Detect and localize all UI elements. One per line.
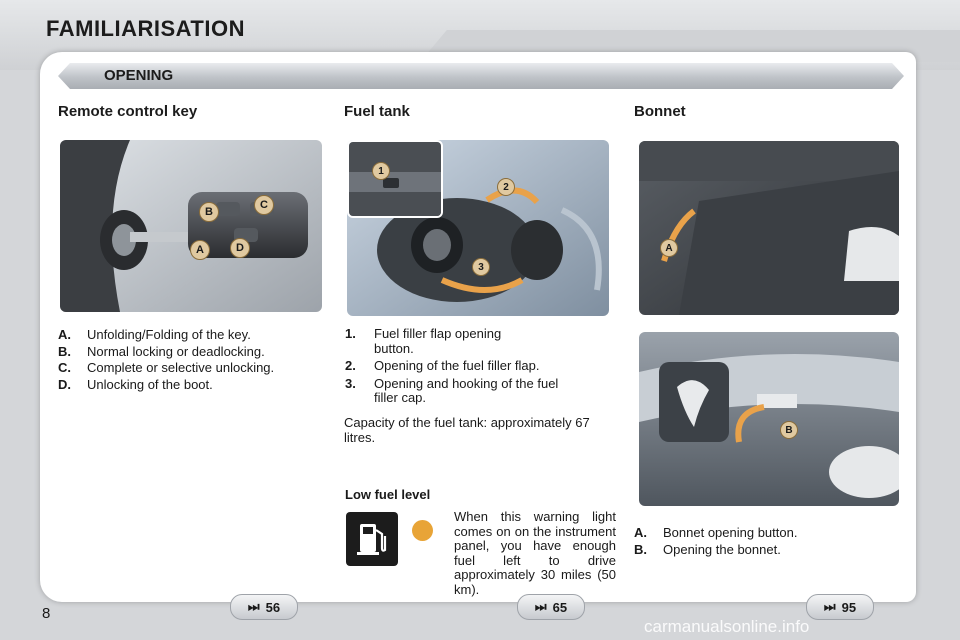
item-key: B. xyxy=(634,541,647,557)
item-text: Complete or selective unlocking. xyxy=(87,360,275,375)
item-key: 3. xyxy=(345,375,356,391)
bonnet-heading: Bonnet xyxy=(634,103,686,120)
list-item xyxy=(634,542,894,559)
page-ref-number: 56 xyxy=(265,599,281,615)
item-key: C. xyxy=(58,360,71,375)
item-key: B. xyxy=(58,343,71,359)
item-key: A. xyxy=(634,525,647,540)
list-item xyxy=(58,360,328,377)
bonnet-lever-photo xyxy=(639,141,899,315)
fuel-capacity-text: Capacity of the fuel tank: approximately 67 litres. xyxy=(344,415,590,445)
remote-badge-d: D xyxy=(230,238,250,258)
list-item xyxy=(58,327,328,344)
watermark: carmanualsonline.info xyxy=(644,617,810,636)
item-text: Opening and hooking of the fuel filler cap. xyxy=(374,375,559,405)
list-item xyxy=(634,525,894,542)
bonnet-badge-b: B xyxy=(780,421,798,439)
bonnet-badge-a: A xyxy=(660,239,678,257)
list-item xyxy=(345,377,605,406)
page-title: FAMILIARISATION xyxy=(46,16,245,41)
page-ref-65-link[interactable] xyxy=(517,594,585,620)
list-item xyxy=(58,344,328,361)
remote-badge-a: A xyxy=(190,240,210,260)
fuel-tank-heading: Fuel tank xyxy=(344,103,410,120)
item-key: 1. xyxy=(345,326,356,341)
remote-badge-b: B xyxy=(199,202,219,222)
fuel-pump-icon xyxy=(346,512,398,566)
page-ref-number: 95 xyxy=(841,599,857,615)
fuel-badge-1: 1 xyxy=(372,162,390,180)
bonnet-list xyxy=(634,525,894,558)
page-ref-95-link[interactable] xyxy=(806,594,874,620)
warning-lamp-icon xyxy=(412,520,433,541)
list-item xyxy=(345,327,605,356)
low-fuel-text: When this warning light comes on on the instrument panel, you have enough fuel left to drive approximately 30 miles (50 km). xyxy=(454,509,616,597)
fuel-badge-2: 2 xyxy=(497,178,515,196)
page-ref-number: 65 xyxy=(552,599,568,615)
remote-badge-c: C xyxy=(254,195,274,215)
skip-forward-icon: ⏭ xyxy=(823,599,836,614)
page-ref-56-link[interactable] xyxy=(230,594,298,620)
section-bar xyxy=(58,63,904,89)
item-text: Bonnet opening button. xyxy=(663,525,798,540)
item-key: 2. xyxy=(345,358,356,373)
item-text: Unfolding/Folding of the key. xyxy=(87,327,251,342)
page-number: 8 xyxy=(42,605,51,622)
item-key: A. xyxy=(58,327,71,342)
item-text: Unlocking of the boot. xyxy=(87,376,213,392)
item-text: Opening of the fuel filler flap. xyxy=(374,358,540,373)
item-text: Normal locking or deadlocking. xyxy=(87,343,265,359)
list-item xyxy=(58,377,328,394)
remote-key-photo xyxy=(60,140,322,312)
section-title: OPENING xyxy=(104,67,174,84)
low-fuel-heading: Low fuel level xyxy=(345,487,431,502)
list-item xyxy=(345,359,605,374)
remote-key-heading: Remote control key xyxy=(58,103,198,120)
remote-key-list xyxy=(58,327,328,393)
fuel-badge-3: 3 xyxy=(472,258,490,276)
item-key: D. xyxy=(58,376,71,392)
skip-forward-icon: ⏭ xyxy=(534,599,547,614)
skip-forward-icon: ⏭ xyxy=(247,599,260,614)
fuel-tank-list xyxy=(345,327,605,406)
item-text: Opening the bonnet. xyxy=(663,541,781,557)
item-text: Fuel filler flap opening button. xyxy=(374,326,502,356)
fuel-button-inset xyxy=(347,140,443,218)
bonnet-catch-photo xyxy=(639,332,899,506)
